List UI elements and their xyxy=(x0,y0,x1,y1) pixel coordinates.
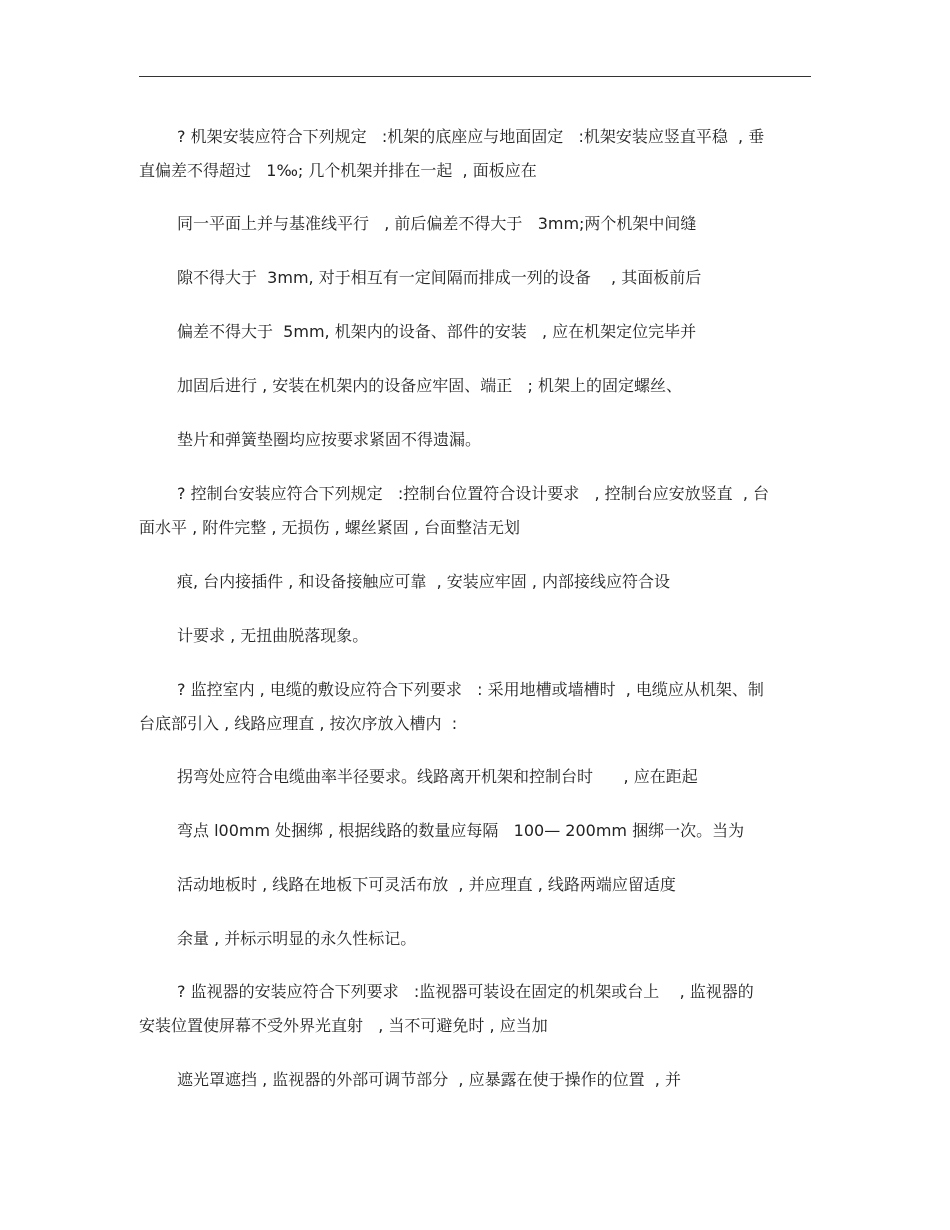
header-rule xyxy=(139,76,811,77)
text-line: 活动地板时 , 线路在地板下可灵活布放 , 并应理直 , 线路两端应留适度 xyxy=(177,875,676,894)
text-line: 台底部引入 , 线路应理直 , 按次序放入槽内 : xyxy=(139,714,458,733)
text-line: ? 机架安装应符合下列规定 :机架的底座应与地面固定 :机架安装应竖直平稳 , 垂 xyxy=(177,127,765,146)
text-line: ? 控制台安装应符合下列规定 :控制台位置符合设计要求 , 控制台应安放竖直 , 台 xyxy=(177,484,770,503)
text-line: 加固后进行 , 安装在机架内的设备应牢固、端正 ; 机架上的固定螺丝、 xyxy=(177,376,682,395)
text-line: 同一平面上并与基准线平行 , 前后偏差不得大于 3mm;两个机架中间缝 xyxy=(177,214,697,233)
text-line: 拐弯处应符合电缆曲率半径要求。线路离开机架和控制台时 , 应在距起 xyxy=(177,767,698,786)
text-line: 弯点 l00mm 处捆绑 , 根据线路的数量应每隔 100— 200mm 捆绑一次。当为 xyxy=(177,821,745,840)
text-line: ? 监控室内 , 电缆的敷设应符合下列要求 : 采用地槽或墙槽时 , 电缆应从机架、制 xyxy=(177,680,764,699)
text-line: ? 监视器的安装应符合下列要求 :监视器可装设在固定的机架或台上 , 监视器的 xyxy=(177,982,754,1001)
text-line: 安装位置使屏幕不受外界光直射 , 当不可避免时 , 应当加 xyxy=(139,1016,548,1035)
text-line: 痕, 台内接插件 , 和设备接触应可靠 , 安装应牢固 , 内部接线应符合设 xyxy=(177,572,671,591)
text-line: 计要求 , 无扭曲脱落现象。 xyxy=(177,626,369,645)
text-line: 遮光罩遮挡 , 监视器的外部可调节部分 , 应暴露在使于操作的位置 , 并 xyxy=(177,1070,681,1089)
text-line: 面水平 , 附件完整 , 无损伤 , 螺丝紧固 , 台面整洁无划 xyxy=(139,518,521,537)
text-line: 隙不得大于 3mm, 对于相互有一定间隔而排成一列的设备 , 其面板前后 xyxy=(177,268,702,287)
text-line: 垫片和弹簧垫圈均应按要求紧固不得遗漏。 xyxy=(177,430,482,449)
text-line: 直偏差不得超过 1‰; 几个机架并排在一起 , 面板应在 xyxy=(139,161,537,180)
text-line: 余量 , 并标示明显的永久性标记。 xyxy=(177,929,417,948)
text-line: 偏差不得大于 5mm, 机架内的设备、部件的安装 , 应在机架定位完毕并 xyxy=(177,322,697,341)
